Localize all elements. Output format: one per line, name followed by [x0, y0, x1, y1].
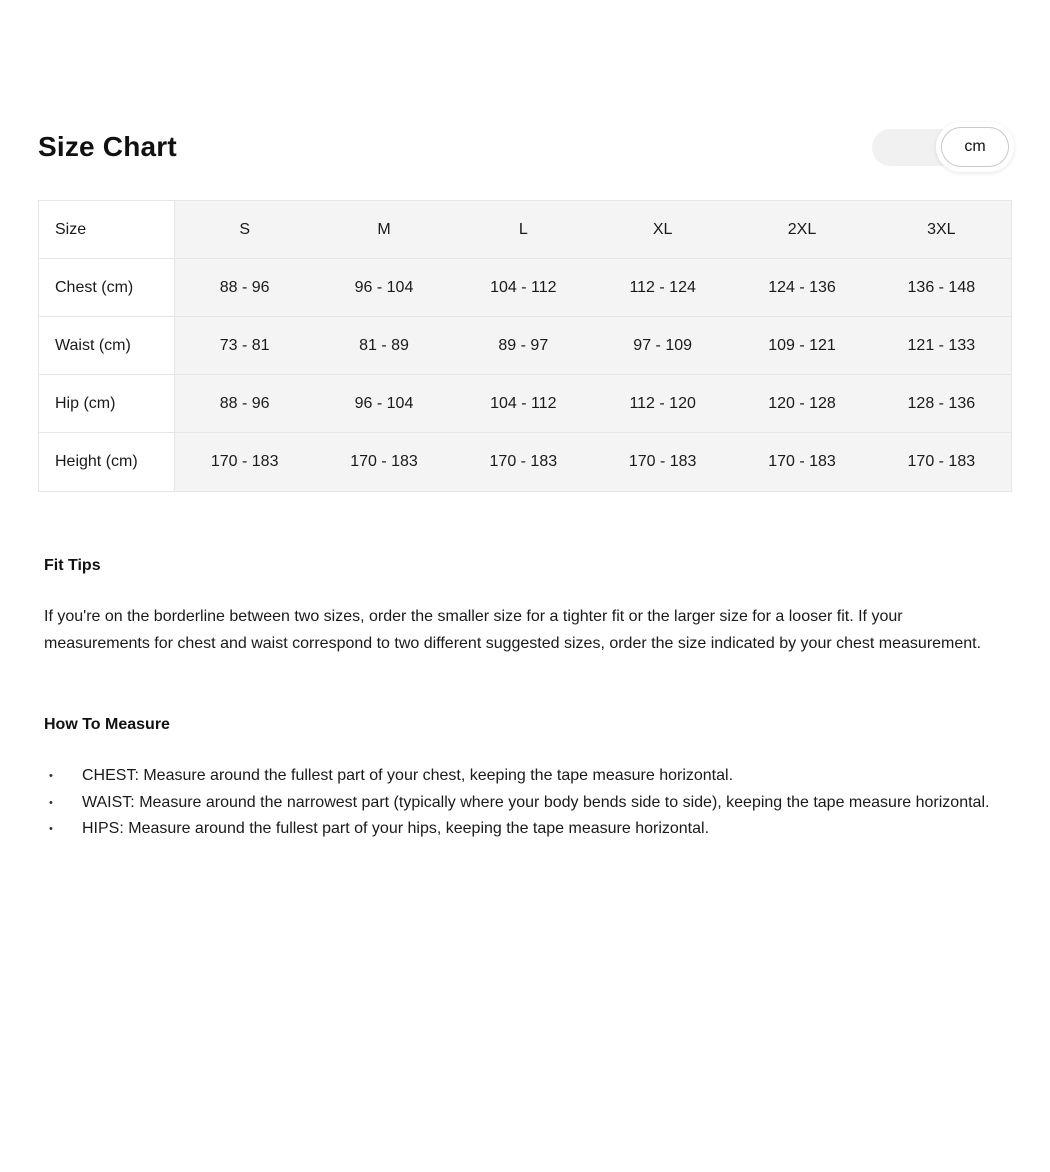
table-cell: 88 - 96 [175, 375, 314, 433]
table-cell: 97 - 109 [593, 317, 732, 375]
table-cell: 170 - 183 [593, 433, 732, 491]
page-title: Size Chart [38, 131, 177, 162]
unit-toggle-thumb[interactable] [936, 122, 1014, 172]
unit-toggle-label: cm [964, 138, 986, 155]
measure-list [44, 763, 1012, 843]
table-cell: 124 - 136 [732, 259, 871, 317]
table-cell: 88 - 96 [175, 259, 314, 317]
table-cell: 73 - 81 [175, 317, 314, 375]
size-column-header-2xl: 2XL [732, 201, 871, 259]
fit-tips-heading: Fit Tips [44, 557, 101, 574]
table-cell: 170 - 183 [732, 433, 871, 491]
size-column-header-m: M [314, 201, 453, 259]
table-cell: 170 - 183 [872, 433, 1011, 491]
table-cell: 109 - 121 [732, 317, 871, 375]
fit-tips-section [44, 556, 1012, 657]
row-label-chest: Chest (cm) [39, 259, 175, 317]
table-cell: 170 - 183 [175, 433, 314, 491]
row-label-waist: Waist (cm) [39, 317, 175, 375]
table-cell: 170 - 183 [314, 433, 453, 491]
table-cell: 104 - 112 [454, 375, 593, 433]
table-cell: 96 - 104 [314, 259, 453, 317]
table-cell: 104 - 112 [454, 259, 593, 317]
table-cell: 81 - 89 [314, 317, 453, 375]
table-cell: 136 - 148 [872, 259, 1011, 317]
table-cell: 112 - 120 [593, 375, 732, 433]
size-column-header-l: L [454, 201, 593, 259]
measure-item-hips: HIPS: Measure around the fullest part of your hips, keeping the tape measure horizontal. [82, 820, 710, 837]
table-cell: 89 - 97 [454, 317, 593, 375]
unit-toggle[interactable] [872, 129, 1012, 166]
how-to-measure-section [44, 715, 1012, 843]
size-column-header-3xl: 3XL [872, 201, 1011, 259]
how-to-measure-heading: How To Measure [44, 716, 170, 733]
table-cell: 121 - 133 [872, 317, 1011, 375]
table-cell: 96 - 104 [314, 375, 453, 433]
bullet-icon: • [49, 770, 53, 782]
measure-item-waist: WAIST: Measure around the narrowest part (typically where your body bends side to side), keeping the tape measure horizontal. [82, 793, 990, 811]
measure-item-chest: CHEST: Measure around the fullest part of your chest, keeping the tape measure horizontal. [82, 767, 734, 784]
table-cell: 128 - 136 [872, 375, 1011, 433]
unit-toggle-pill[interactable] [941, 127, 1009, 167]
page-header [38, 122, 1012, 172]
row-label-hip: Hip (cm) [39, 375, 175, 433]
bullet-icon: • [49, 796, 53, 809]
size-column-header-s: S [175, 201, 314, 259]
fit-tips-body: If you're on the borderline between two sizes, order the smaller size for a tighter fit or the larger size for a looser fit. If your measurements for chest and waist correspond to two different suggested sizes, order the size indicated by your chest measurement. [44, 608, 982, 652]
size-column-header-xl: XL [593, 201, 732, 259]
size-chart-page [0, 122, 1050, 843]
list-item [44, 790, 1012, 817]
list-item [44, 763, 1012, 790]
table-corner-header: Size [39, 201, 175, 259]
table-cell: 170 - 183 [454, 433, 593, 491]
list-item [44, 816, 1012, 843]
table-cell: 120 - 128 [732, 375, 871, 433]
size-table [38, 200, 1012, 492]
table-cell: 112 - 124 [593, 259, 732, 317]
row-label-height: Height (cm) [39, 433, 175, 491]
bullet-icon: • [49, 823, 53, 835]
